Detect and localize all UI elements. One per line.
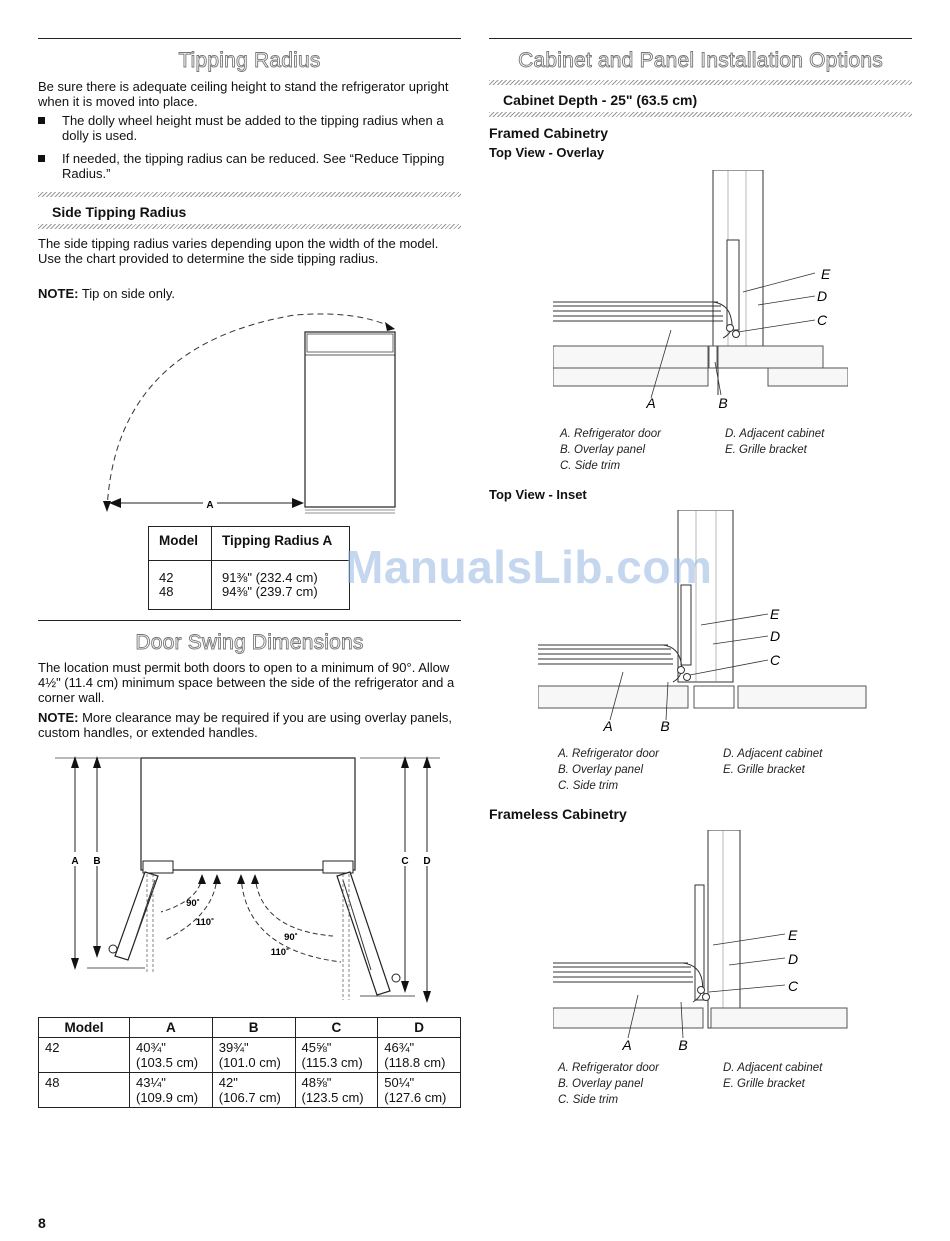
frameless-cabinetry-heading: Frameless Cabinetry (489, 806, 627, 822)
bullet-square-icon (38, 155, 45, 162)
table-header: Model (39, 1018, 130, 1038)
cabinet-options-title: Cabinet and Panel Installation Options (518, 49, 883, 72)
table-cell: 45⅝" (115.3 cm) (295, 1038, 378, 1073)
legend-b: B. Overlay panel (560, 444, 646, 456)
legend-left (558, 1060, 659, 1108)
legend-b: B. Overlay panel (558, 764, 644, 776)
table-cell: 50¼" (127.6 cm) (378, 1073, 461, 1108)
refrigerator-side-outline (305, 332, 395, 507)
table-cell (149, 561, 212, 610)
legend-b: B. Overlay panel (558, 1078, 644, 1090)
legend-e: E. Grille bracket (725, 444, 807, 456)
label-e: E (788, 927, 798, 943)
tipping-intro: Be sure there is adequate ceiling height to stand the refrigerator upright when it is moved into place. (38, 79, 449, 109)
tipping-radius-diagram (95, 305, 410, 520)
legend-a: A. Refrigerator door (558, 748, 659, 760)
label-b: B (660, 718, 670, 734)
legend-right (723, 1060, 822, 1092)
framed-overlay-diagram (553, 170, 848, 410)
table-header: D (378, 1018, 461, 1038)
label-a: A (622, 1037, 632, 1053)
table-row (39, 1073, 461, 1108)
angle-110-label: 110˚ (195, 917, 215, 928)
legend-a: A. Refrigerator door (558, 1062, 659, 1074)
table-row (149, 561, 350, 610)
bullet-item (38, 151, 461, 183)
table-header-row (149, 527, 350, 561)
table-cell (212, 561, 350, 610)
label-c: C (817, 312, 828, 328)
table-cell: 46¾" (118.8 cm) (378, 1038, 461, 1073)
label-e: E (770, 606, 780, 622)
door-swing-title: Door Swing Dimensions (135, 631, 364, 654)
label-c: C (770, 652, 781, 668)
left-door-open (115, 872, 158, 960)
label-b: B (678, 1037, 688, 1053)
section-rule (38, 620, 461, 621)
side-tipping-note (38, 286, 458, 301)
legend-left (558, 746, 659, 794)
bullet-item (38, 113, 461, 145)
bullet-text: The dolly wheel height must be added to the tipping radius when a dolly is used. (62, 113, 444, 143)
angle-90-label: 90˚ (284, 932, 298, 943)
note-text: Tip on side only. (78, 286, 176, 301)
tipping-radius-title: Tipping Radius (178, 49, 321, 72)
legend-left (560, 426, 661, 474)
table-cell: 48 (39, 1073, 130, 1108)
watermark: ManualsLib.com (345, 541, 713, 593)
radius-value: 94⅜" (239.7 cm) (222, 584, 318, 599)
legend-d: D. Adjacent cabinet (723, 748, 823, 760)
door-swing-note (38, 710, 461, 740)
note-text: More clearance may be required if you are using overlay panels, custom handles, or extended handles. (38, 710, 453, 740)
table-cell: 43¼" (109.9 cm) (130, 1073, 213, 1108)
label-b: B (718, 395, 728, 410)
angle-110-label: 110˚ (270, 947, 290, 958)
frameless-diagram (553, 830, 848, 1058)
table-cell: 42" (106.7 cm) (212, 1073, 295, 1108)
door-swing-text: The location must permit both doors to open to a minimum of 90°. Allow 4½" (11.4 cm) minimum space between the side of the refrigerator and a corner wall. (38, 660, 455, 705)
table-cell: 42 (39, 1038, 130, 1073)
legend-c: C. Side trim (558, 780, 619, 792)
side-tipping-title: Side Tipping Radius (52, 204, 187, 220)
label-c: C (788, 978, 799, 994)
table-cell: 40¾" (103.5 cm) (130, 1038, 213, 1073)
label-a: A (603, 718, 613, 734)
arc-bottom-arrowhead-icon (103, 501, 111, 512)
arrowhead-left-icon (109, 498, 121, 508)
right-door-open (337, 872, 390, 995)
dimension-a-label: A (206, 500, 214, 511)
table-row (39, 1038, 461, 1073)
table-header-row (39, 1018, 461, 1038)
bullet-text: If needed, the tipping radius can be reduced. See “Reduce Tipping Radius.” (62, 151, 445, 181)
label-a: A (71, 856, 79, 867)
legend-c: C. Side trim (558, 1094, 619, 1106)
label-d: D (788, 951, 799, 967)
door-swing-diagram (55, 750, 450, 1005)
cabinet-depth-heading: Cabinet Depth - 25" (63.5 cm) (503, 92, 698, 108)
legend-right (725, 426, 824, 458)
top-view-inset-heading: Top View - Inset (489, 487, 587, 502)
top-rule (489, 38, 912, 39)
table-header: Tipping Radius A (212, 527, 350, 561)
label-d: D (423, 856, 431, 867)
label-a: A (646, 395, 656, 410)
table-cell: 48⅝" (123.5 cm) (295, 1073, 378, 1108)
refrigerator-top-view (141, 758, 355, 870)
hatch-divider (38, 224, 461, 229)
radius-value: 91⅜" (232.4 cm) (222, 570, 318, 585)
note-label: NOTE: (38, 710, 79, 725)
table-header: A (130, 1018, 213, 1038)
side-tipping-text: The side tipping radius varies depending upon the width of the model. Use the chart provided to determine the side tipping radius. (38, 236, 439, 266)
table-header: Model (149, 527, 212, 561)
label-b: B (93, 856, 101, 867)
legend-d: D. Adjacent cabinet (723, 1062, 823, 1074)
legend-right (723, 746, 822, 778)
label-c: C (401, 856, 409, 867)
arrowhead-right-icon (292, 498, 304, 508)
bullet-square-icon (38, 117, 45, 124)
label-d: D (817, 288, 828, 304)
legend-c: C. Side trim (560, 460, 621, 472)
legend-e: E. Grille bracket (723, 1078, 805, 1090)
top-rule (38, 38, 461, 39)
angle-90-label: 90˚ (186, 898, 200, 909)
door-swing-table (38, 1017, 461, 1108)
hatch-divider (489, 112, 912, 117)
table-header: C (295, 1018, 378, 1038)
legend-a: A. Refrigerator door (560, 428, 661, 440)
label-e: E (821, 266, 831, 282)
hatch-divider (489, 80, 912, 85)
table-cell: 39¾" (101.0 cm) (212, 1038, 295, 1073)
legend-d: D. Adjacent cabinet (725, 428, 825, 440)
model-value: 42 (159, 570, 174, 585)
table-header: B (212, 1018, 295, 1038)
note-label: NOTE: (38, 286, 79, 301)
legend-e: E. Grille bracket (723, 764, 805, 776)
model-value: 48 (159, 584, 174, 599)
framed-cabinetry-heading: Framed Cabinetry (489, 125, 609, 141)
hatch-divider (38, 192, 461, 197)
top-view-overlay-heading: Top View - Overlay (489, 145, 605, 160)
arc-arrowhead-icon (385, 322, 395, 331)
label-d: D (770, 628, 781, 644)
tipping-radius-table (148, 526, 350, 610)
page-number: 8 (38, 1215, 46, 1231)
